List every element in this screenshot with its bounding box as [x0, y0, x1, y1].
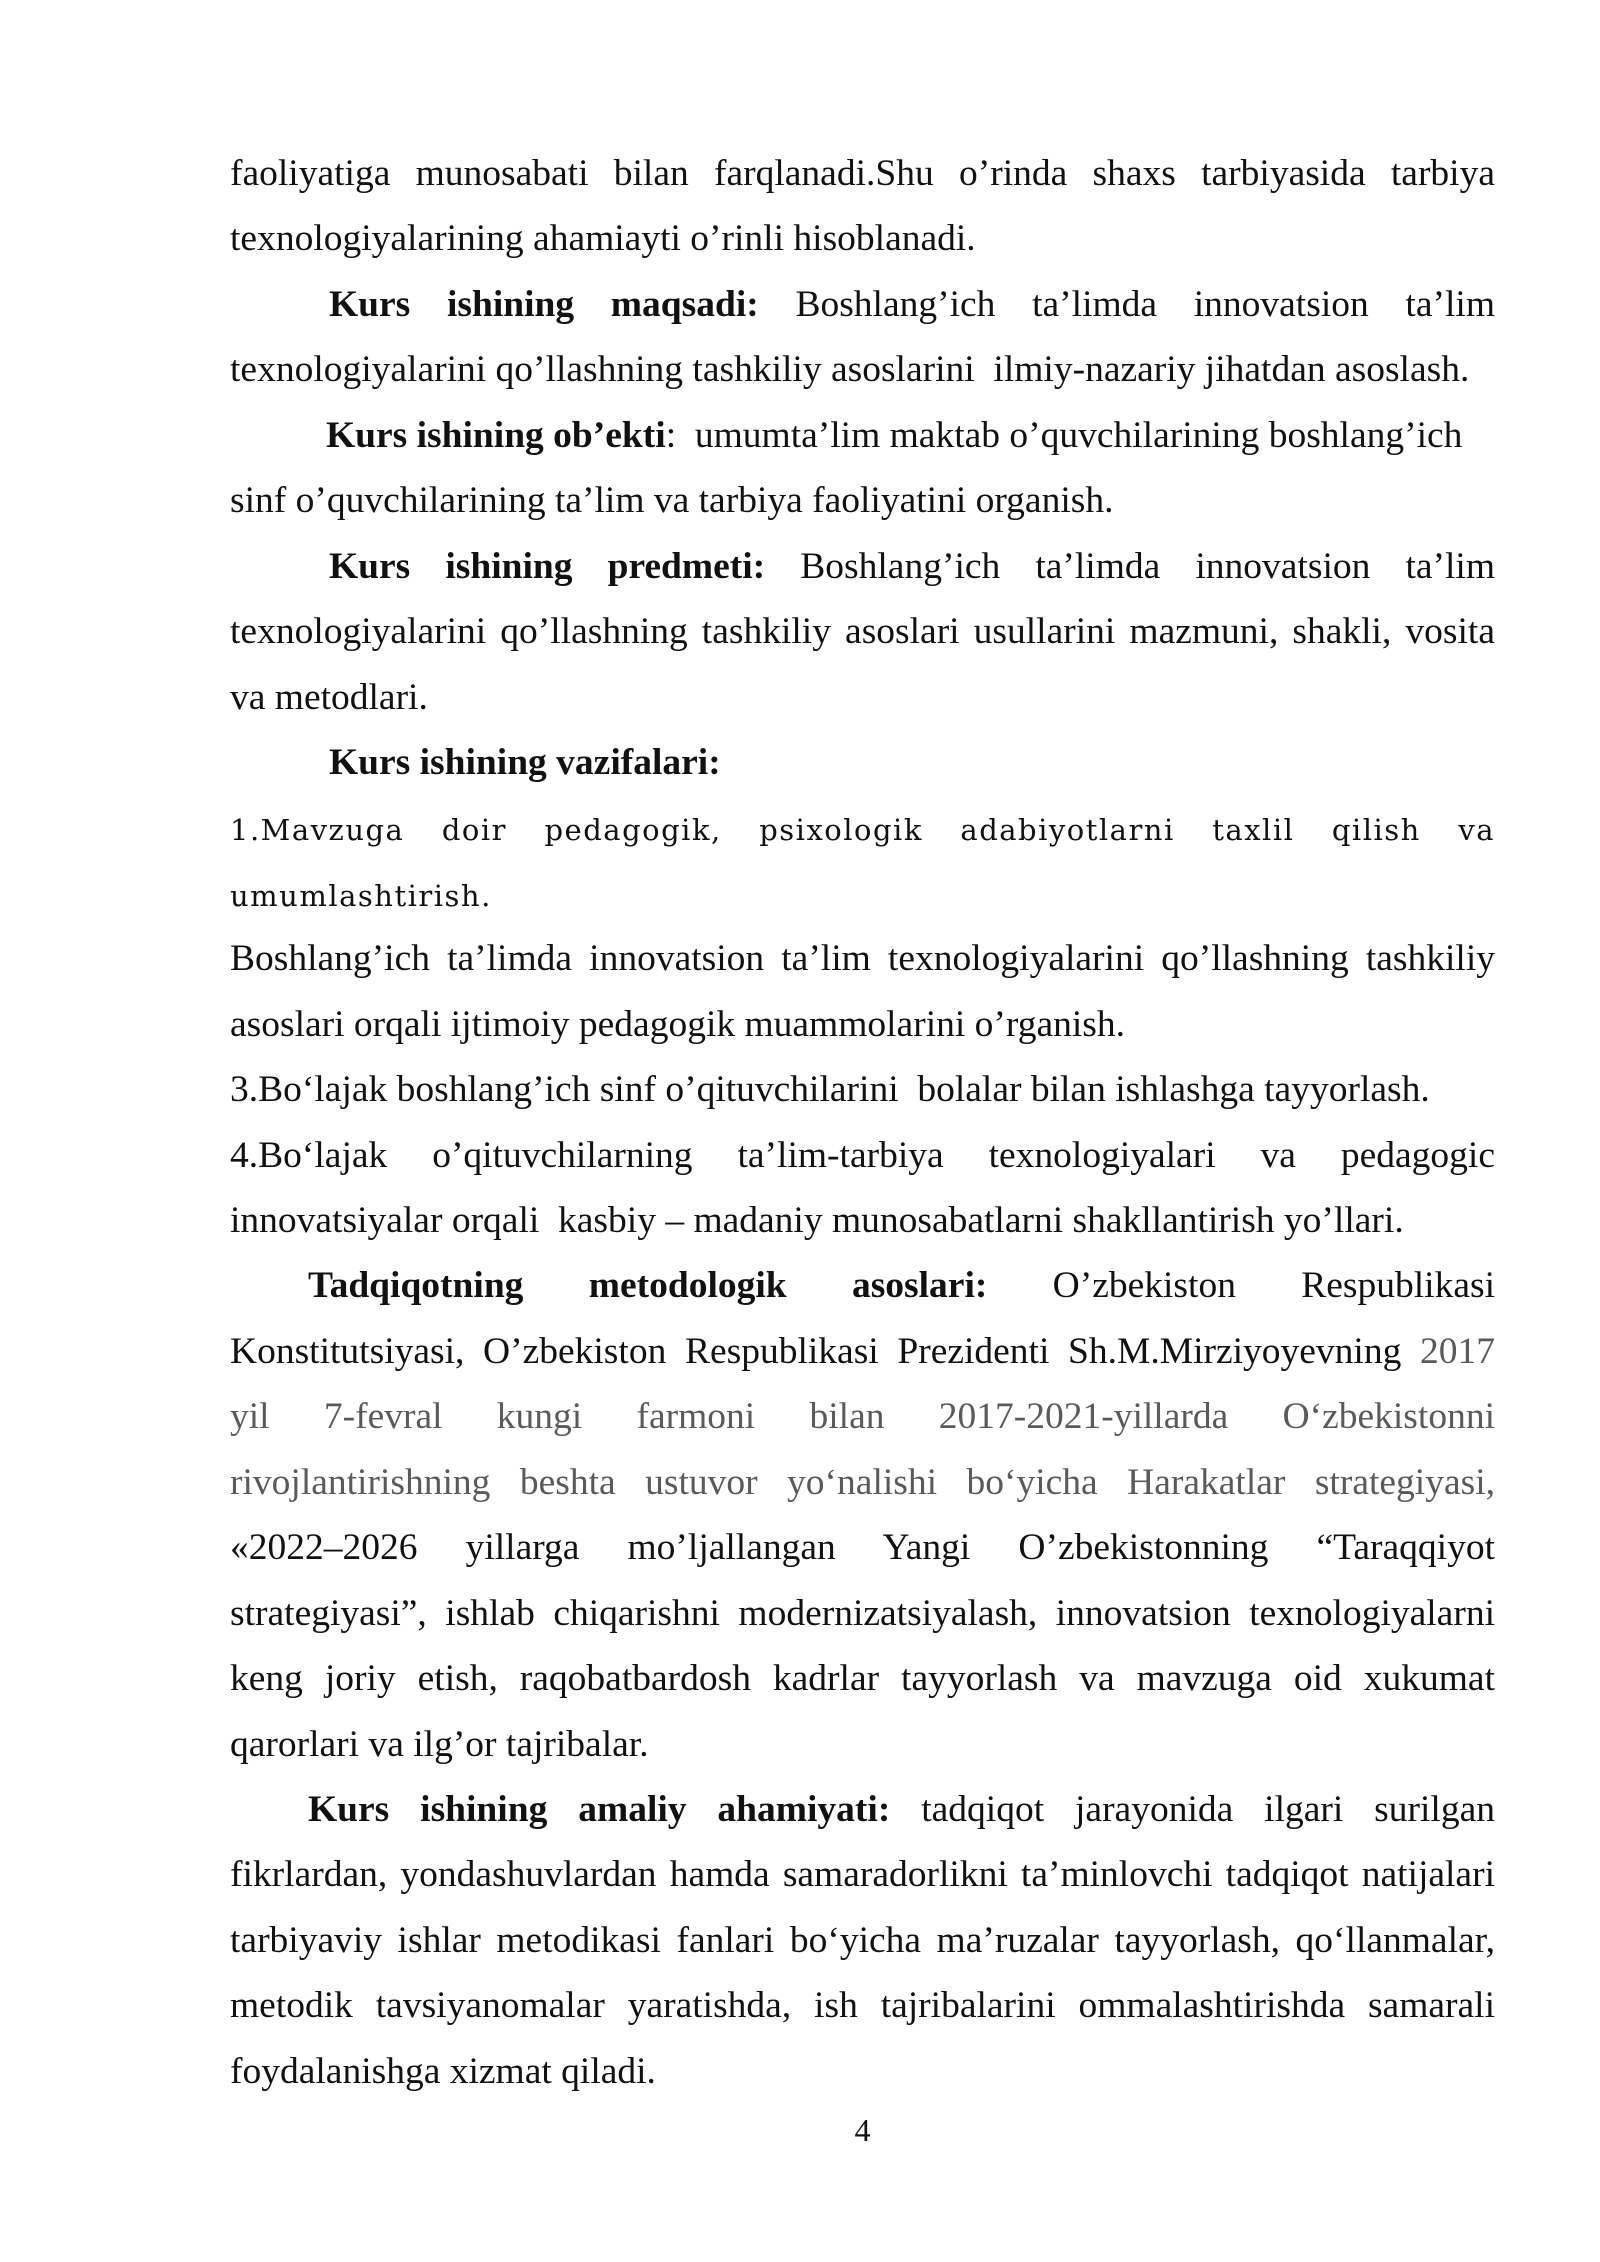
significance-label: Kurs ishining amaliy ahamiyati:	[308, 1788, 891, 1830]
methodology-line	[230, 1253, 1495, 1318]
task-text: innovatsiyalar orqali kasbiy – madaniy munosabatlarni shakllantirish yo’llari.	[230, 1200, 1404, 1241]
significance-text: foydalanishga xizmat qiladi.	[230, 2050, 656, 2092]
significance-line	[230, 1973, 1495, 2038]
significance-text: tadqiqot jarayonida ilgari surilgan	[890, 1788, 1495, 1830]
goal-text: Boshlang’ich ta’limda innovatsion ta’lim	[758, 283, 1495, 325]
subject-label: Kurs ishining predmeti:	[329, 545, 766, 587]
methodology-text-muted: 2017	[1420, 1330, 1495, 1372]
methodology-line	[230, 1712, 1495, 1777]
methodology-line	[230, 1384, 1495, 1449]
tasks-heading	[230, 730, 1495, 795]
intro-text: faoliyatiga munosabati bilan farqlanadi.Shu o’rinda shaxs tarbiyasida tarbiya	[230, 153, 1495, 194]
task-text: umumlashtirish.	[230, 878, 492, 913]
task-item-4	[230, 1188, 1495, 1253]
methodology-text: strategiyasi”, ishlab chiqarishni modernizatsiyalash, innovatsion texnologiyalarni	[230, 1592, 1495, 1634]
subject-line	[230, 534, 1495, 599]
methodology-line	[230, 1646, 1495, 1711]
task-text: 4.Bo‘lajak o’qituvchilarning ta’lim-tarbiya texnologiyalari va pedagogic	[230, 1134, 1495, 1176]
object-text: sinf o’quvchilarining ta’lim va tarbiya faoliyatini organish.	[230, 480, 1114, 522]
page-number: 4	[854, 2112, 871, 2148]
goal-line	[230, 337, 1495, 402]
methodology-text: O’zbekiston Respublikasi	[987, 1265, 1495, 1307]
subject-line	[230, 599, 1495, 664]
methodology-line	[230, 1450, 1495, 1515]
methodology-text: keng joriy etish, raqobatbardosh kadrlar tayyorlash va mavzuga oid xukumat	[230, 1658, 1495, 1700]
methodology-text-muted: yil 7-fevral kungi farmoni bilan 2017-2021-yillarda O‘zbekistonni	[230, 1396, 1495, 1438]
significance-line	[230, 1842, 1495, 1907]
subject-text: texnologiyalarini qo’llashning tashkiliy asoslari usullarini mazmuni, shakli, vosita	[230, 611, 1495, 653]
intro-line	[230, 141, 1495, 206]
object-line	[230, 468, 1495, 533]
tasks-heading-text: Kurs ishining vazifalari:	[329, 741, 721, 783]
significance-line	[230, 1777, 1495, 1842]
task-item-4	[230, 1123, 1495, 1188]
methodology-line	[230, 1581, 1495, 1646]
methodology-line	[230, 1515, 1495, 1580]
task-text: asoslari orqali ijtimoiy pedagogik muammolarini o’rganish.	[230, 1003, 1125, 1045]
goal-line	[230, 272, 1495, 337]
methodology-text: Konstitutsiyasi, O’zbekiston Respublikasi Prezidenti Sh.M.Mirziyoyevning	[230, 1330, 1420, 1372]
object-label: Kurs ishining ob’ekti	[326, 414, 666, 456]
subject-text: va metodlari.	[230, 676, 428, 718]
methodology-label: Tadqiqotning metodologik asoslari:	[308, 1265, 988, 1307]
subject-text: Boshlang’ich ta’limda innovatsion ta’lim	[765, 545, 1495, 587]
significance-line	[230, 1908, 1495, 1973]
intro-line	[230, 206, 1495, 271]
task-text: 3.Bo‘lajak boshlang’ich sinf o’qituvchilarini bolalar bilan ishlashga tayyorlash.	[230, 1069, 1430, 1111]
significance-line	[230, 2039, 1495, 2104]
task-item-2	[230, 992, 1495, 1057]
methodology-text-muted: rivojlantirishning beshta ustuvor yo‘nalishi bo‘yicha Harakatlar strategiyasi,	[230, 1461, 1495, 1503]
significance-text: tarbiyaviy ishlar metodikasi fanlari bo‘yicha ma’ruzalar tayyorlash, qo‘llanmalar,	[230, 1919, 1495, 1961]
significance-text: fikrlardan, yondashuvlardan hamda samaradorlikni ta’minlovchi tadqiqot natijalari	[230, 1854, 1495, 1896]
subject-line	[230, 665, 1495, 730]
task-item-2	[230, 926, 1495, 991]
methodology-text: «2022–2026 yillarga mo’ljallangan Yangi O’zbekistonning “Taraqqiyot	[230, 1527, 1495, 1569]
task-item-1	[230, 798, 1495, 863]
task-item-1	[230, 864, 1495, 929]
intro-text: texnologiyalarining ahamiayti o’rinli hisoblanadi.	[230, 218, 976, 260]
task-item-3	[230, 1057, 1495, 1122]
goal-text: texnologiyalarini qo’llashning tashkiliy asoslarini ilmiy-nazariy jihatdan asoslash.	[230, 349, 1470, 391]
goal-label: Kurs ishining maqsadi:	[329, 283, 759, 325]
object-text: : umumta’lim maktab o’quvchilarining boshlang’ich	[665, 414, 1463, 456]
task-text: 1.Mavzuga doir pedagogik, psixologik adabiyotlarni taxlil qilish va	[230, 813, 1495, 848]
methodology-line	[230, 1319, 1495, 1384]
task-text: Boshlang’ich ta’limda innovatsion ta’lim texnologiyalarini qo’llashning tashkiliy	[230, 938, 1495, 980]
object-line	[230, 403, 1495, 468]
body-text	[230, 141, 1495, 2104]
significance-text: metodik tavsiyanomalar yaratishda, ish tajribalarini ommalashtirishda samarali	[230, 1985, 1495, 2027]
methodology-text: qarorlari va ilg’or tajribalar.	[230, 1723, 649, 1765]
